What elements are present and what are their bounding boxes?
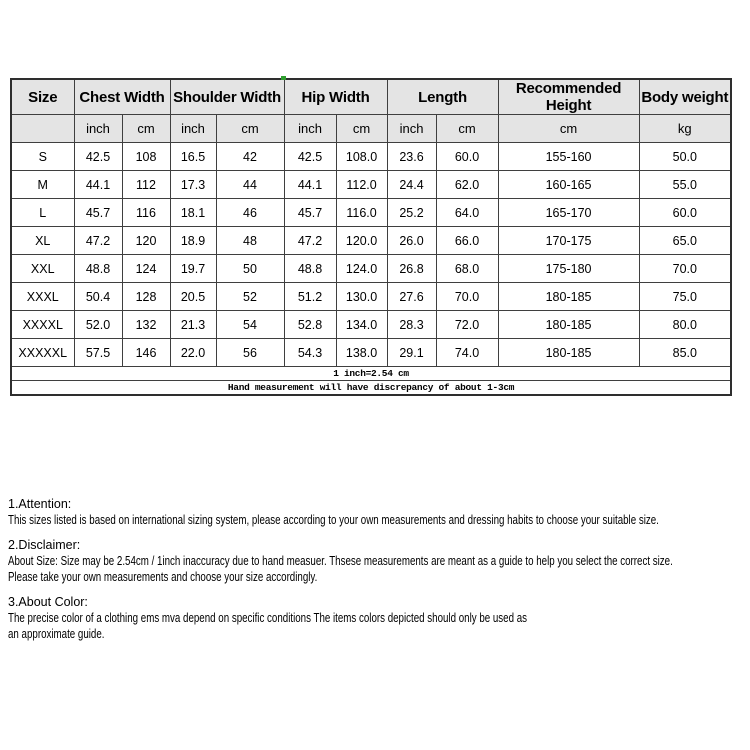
column-header-length: Length xyxy=(387,79,498,115)
value-cell: 130.0 xyxy=(336,283,387,311)
about-color-title: 3.About Color: xyxy=(8,595,88,609)
footnotes-block xyxy=(8,496,750,642)
value-cell: 175-180 xyxy=(498,255,639,283)
value-cell: 45.7 xyxy=(284,199,336,227)
note-text: 1 inch=2.54 cm xyxy=(11,367,731,381)
value-cell: 22.0 xyxy=(170,339,216,367)
size-cell: XXXXL xyxy=(11,311,74,339)
table-row xyxy=(11,339,731,367)
unit-header: kg xyxy=(639,115,731,143)
value-cell: 16.5 xyxy=(170,143,216,171)
value-cell: 134.0 xyxy=(336,311,387,339)
value-cell: 42 xyxy=(216,143,284,171)
table-row xyxy=(11,311,731,339)
value-cell: 45.7 xyxy=(74,199,122,227)
value-cell: 48 xyxy=(216,227,284,255)
value-cell: 116 xyxy=(122,199,170,227)
value-cell: 54.3 xyxy=(284,339,336,367)
value-cell: 124.0 xyxy=(336,255,387,283)
value-cell: 170-175 xyxy=(498,227,639,255)
size-cell: L xyxy=(11,199,74,227)
unit-header: inch xyxy=(284,115,336,143)
value-cell: 50.4 xyxy=(74,283,122,311)
value-cell: 48.8 xyxy=(74,255,122,283)
table-unit-row xyxy=(11,115,731,143)
table-row xyxy=(11,171,731,199)
value-cell: 46 xyxy=(216,199,284,227)
value-cell: 112.0 xyxy=(336,171,387,199)
value-cell: 51.2 xyxy=(284,283,336,311)
green-corner-marker-icon xyxy=(281,76,286,80)
value-cell: 108.0 xyxy=(336,143,387,171)
value-cell: 155-160 xyxy=(498,143,639,171)
value-cell: 21.3 xyxy=(170,311,216,339)
value-cell: 80.0 xyxy=(639,311,731,339)
about-color-text-line2: an approximate guide. xyxy=(8,627,105,641)
size-cell: XXXXXL xyxy=(11,339,74,367)
value-cell: 180-185 xyxy=(498,311,639,339)
column-header-hip-width: Hip Width xyxy=(284,79,387,115)
value-cell: 60.0 xyxy=(436,143,498,171)
value-cell: 19.7 xyxy=(170,255,216,283)
table-row xyxy=(11,227,731,255)
value-cell: 160-165 xyxy=(498,171,639,199)
column-header-recommended-height: Recommended Height xyxy=(498,79,639,115)
value-cell: 180-185 xyxy=(498,283,639,311)
table-row xyxy=(11,143,731,171)
value-cell: 42.5 xyxy=(284,143,336,171)
unit-header: inch xyxy=(170,115,216,143)
size-cell: XL xyxy=(11,227,74,255)
value-cell: 52 xyxy=(216,283,284,311)
value-cell: 116.0 xyxy=(336,199,387,227)
value-cell: 108 xyxy=(122,143,170,171)
value-cell: 70.0 xyxy=(436,283,498,311)
unit-header: inch xyxy=(74,115,122,143)
size-cell: XXXL xyxy=(11,283,74,311)
value-cell: 70.0 xyxy=(639,255,731,283)
unit-header: inch xyxy=(387,115,436,143)
value-cell: 120 xyxy=(122,227,170,255)
table-header-row xyxy=(11,79,731,115)
note-row-inch-conversion xyxy=(11,367,731,381)
value-cell: 50.0 xyxy=(639,143,731,171)
value-cell: 26.0 xyxy=(387,227,436,255)
value-cell: 146 xyxy=(122,339,170,367)
table-row xyxy=(11,199,731,227)
column-header-size: Size xyxy=(11,79,74,115)
size-cell: M xyxy=(11,171,74,199)
value-cell: 120.0 xyxy=(336,227,387,255)
value-cell: 66.0 xyxy=(436,227,498,255)
value-cell: 44.1 xyxy=(284,171,336,199)
about-color-text-line1: The precise color of a clothing ems mva depend on specific conditions The items colors depicted should only be used as xyxy=(8,611,528,625)
value-cell: 17.3 xyxy=(170,171,216,199)
value-cell: 23.6 xyxy=(387,143,436,171)
unit-header: cm xyxy=(216,115,284,143)
value-cell: 75.0 xyxy=(639,283,731,311)
value-cell: 132 xyxy=(122,311,170,339)
unit-header: cm xyxy=(122,115,170,143)
disclaimer-text-line1: About Size: Size may be 2.54cm / 1inch inaccuracy due to hand measuer. Thsese measurements are meant as a guide to help you select the correct size. xyxy=(8,554,673,568)
value-cell: 27.6 xyxy=(387,283,436,311)
value-cell: 60.0 xyxy=(639,199,731,227)
value-cell: 25.2 xyxy=(387,199,436,227)
attention-text: This sizes listed is based on international sizing system, please according to your own measurements and dressing habits to choose your suitable size. xyxy=(8,513,659,527)
value-cell: 48.8 xyxy=(284,255,336,283)
value-cell: 20.5 xyxy=(170,283,216,311)
size-chart-table xyxy=(10,78,732,396)
value-cell: 124 xyxy=(122,255,170,283)
value-cell: 47.2 xyxy=(284,227,336,255)
value-cell: 29.1 xyxy=(387,339,436,367)
value-cell: 165-170 xyxy=(498,199,639,227)
value-cell: 180-185 xyxy=(498,339,639,367)
value-cell: 47.2 xyxy=(74,227,122,255)
value-cell: 68.0 xyxy=(436,255,498,283)
value-cell: 74.0 xyxy=(436,339,498,367)
value-cell: 65.0 xyxy=(639,227,731,255)
value-cell: 18.1 xyxy=(170,199,216,227)
value-cell: 55.0 xyxy=(639,171,731,199)
size-cell: S xyxy=(11,143,74,171)
value-cell: 72.0 xyxy=(436,311,498,339)
unit-header: cm xyxy=(436,115,498,143)
disclaimer-title: 2.Disclaimer: xyxy=(8,538,81,552)
table-row xyxy=(11,255,731,283)
attention-title: 1.Attention: xyxy=(8,497,72,511)
value-cell: 44.1 xyxy=(74,171,122,199)
column-header-body-weight: Body weight xyxy=(639,79,731,115)
unit-header: cm xyxy=(336,115,387,143)
table-row xyxy=(11,283,731,311)
value-cell: 64.0 xyxy=(436,199,498,227)
note-text: Hand measurement will have discrepancy of about 1-3cm xyxy=(11,381,731,396)
value-cell: 52.0 xyxy=(74,311,122,339)
column-header-shoulder-width: Shoulder Width xyxy=(170,79,284,115)
value-cell: 24.4 xyxy=(387,171,436,199)
value-cell: 54 xyxy=(216,311,284,339)
size-cell: XXL xyxy=(11,255,74,283)
value-cell: 26.8 xyxy=(387,255,436,283)
value-cell: 85.0 xyxy=(639,339,731,367)
value-cell: 62.0 xyxy=(436,171,498,199)
value-cell: 138.0 xyxy=(336,339,387,367)
value-cell: 28.3 xyxy=(387,311,436,339)
value-cell: 18.9 xyxy=(170,227,216,255)
disclaimer-text-line2: Please take your own measurements and choose your size accordingly. xyxy=(8,570,318,584)
unit-header-empty xyxy=(11,115,74,143)
value-cell: 128 xyxy=(122,283,170,311)
value-cell: 52.8 xyxy=(284,311,336,339)
column-header-chest-width: Chest Width xyxy=(74,79,170,115)
value-cell: 44 xyxy=(216,171,284,199)
note-row-hand-measurement xyxy=(11,381,731,396)
value-cell: 56 xyxy=(216,339,284,367)
value-cell: 50 xyxy=(216,255,284,283)
unit-header: cm xyxy=(498,115,639,143)
value-cell: 112 xyxy=(122,171,170,199)
value-cell: 57.5 xyxy=(74,339,122,367)
value-cell: 42.5 xyxy=(74,143,122,171)
